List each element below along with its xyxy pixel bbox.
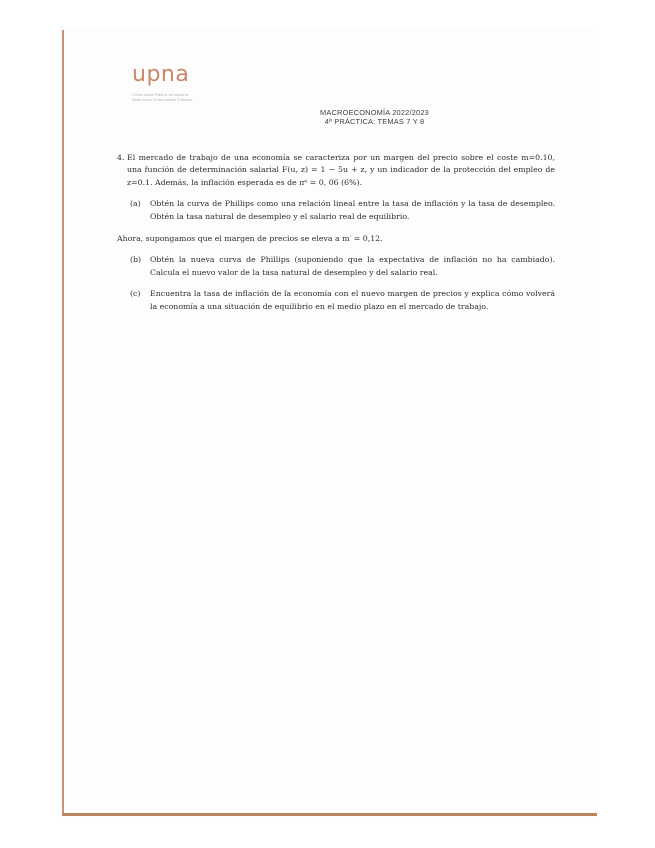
part-b-label: (b)	[130, 255, 142, 265]
practice-title: 4ª PRÁCTICA: TEMAS 7 Y 8	[324, 117, 425, 126]
document-header	[64, 108, 597, 126]
part-a-text: Obtén la curva de Phillips como una relación lineal entre la tasa de inflación y la tasa de desempleo. Obtén la tasa natural de desempleo y el salario real de equilibrio.	[150, 199, 555, 221]
scenario-change-text: Ahora, supongamos que el margen de precios se eleva a m′ = 0,12.	[117, 234, 383, 244]
problem-statement	[117, 152, 555, 189]
exercise-body	[117, 152, 555, 313]
part-b	[130, 254, 555, 279]
university-logo-subtitle	[132, 93, 222, 102]
part-a	[130, 198, 555, 223]
part-b-text: Obtén la nueva curva de Phillips (suponiendo que la expectativa de inflación no ha cambiado). Calcula el nuevo valor de la tasa natural de desempleo y del salario real.	[150, 255, 555, 277]
part-c-label: (c)	[130, 289, 141, 299]
problem-number: 4.	[117, 153, 125, 162]
part-c-text: Encuentra la tasa de inflación de la economía con el nuevo margen de precios y explica cómo volverá la economía a una situación de equilibrio en el medio plazo en el mercado de trabajo.	[150, 289, 555, 311]
part-c	[130, 288, 555, 313]
problem-text: El mercado de trabajo de una economía se caracteriza por un margen del precio sobre el coste m=0.10, una función de determinación salarial F(u, z) = 1 − 5u + z, y un indicador de la protección del empleo de z=0.1. Además, la inflación esperada es de πᵉ = 0, 06 (6%).	[127, 153, 555, 187]
logo-subtitle-line: Nafarroako Unibertsitate Publikoa	[132, 97, 193, 102]
logo-subtitle-line: Universidad Pública de Navarra	[132, 93, 189, 97]
part-a-label: (a)	[130, 199, 141, 209]
university-logo: upna	[132, 62, 190, 87]
course-title: MACROECONOMÍA 2022/2023	[320, 108, 429, 117]
document-sheet	[62, 30, 597, 816]
